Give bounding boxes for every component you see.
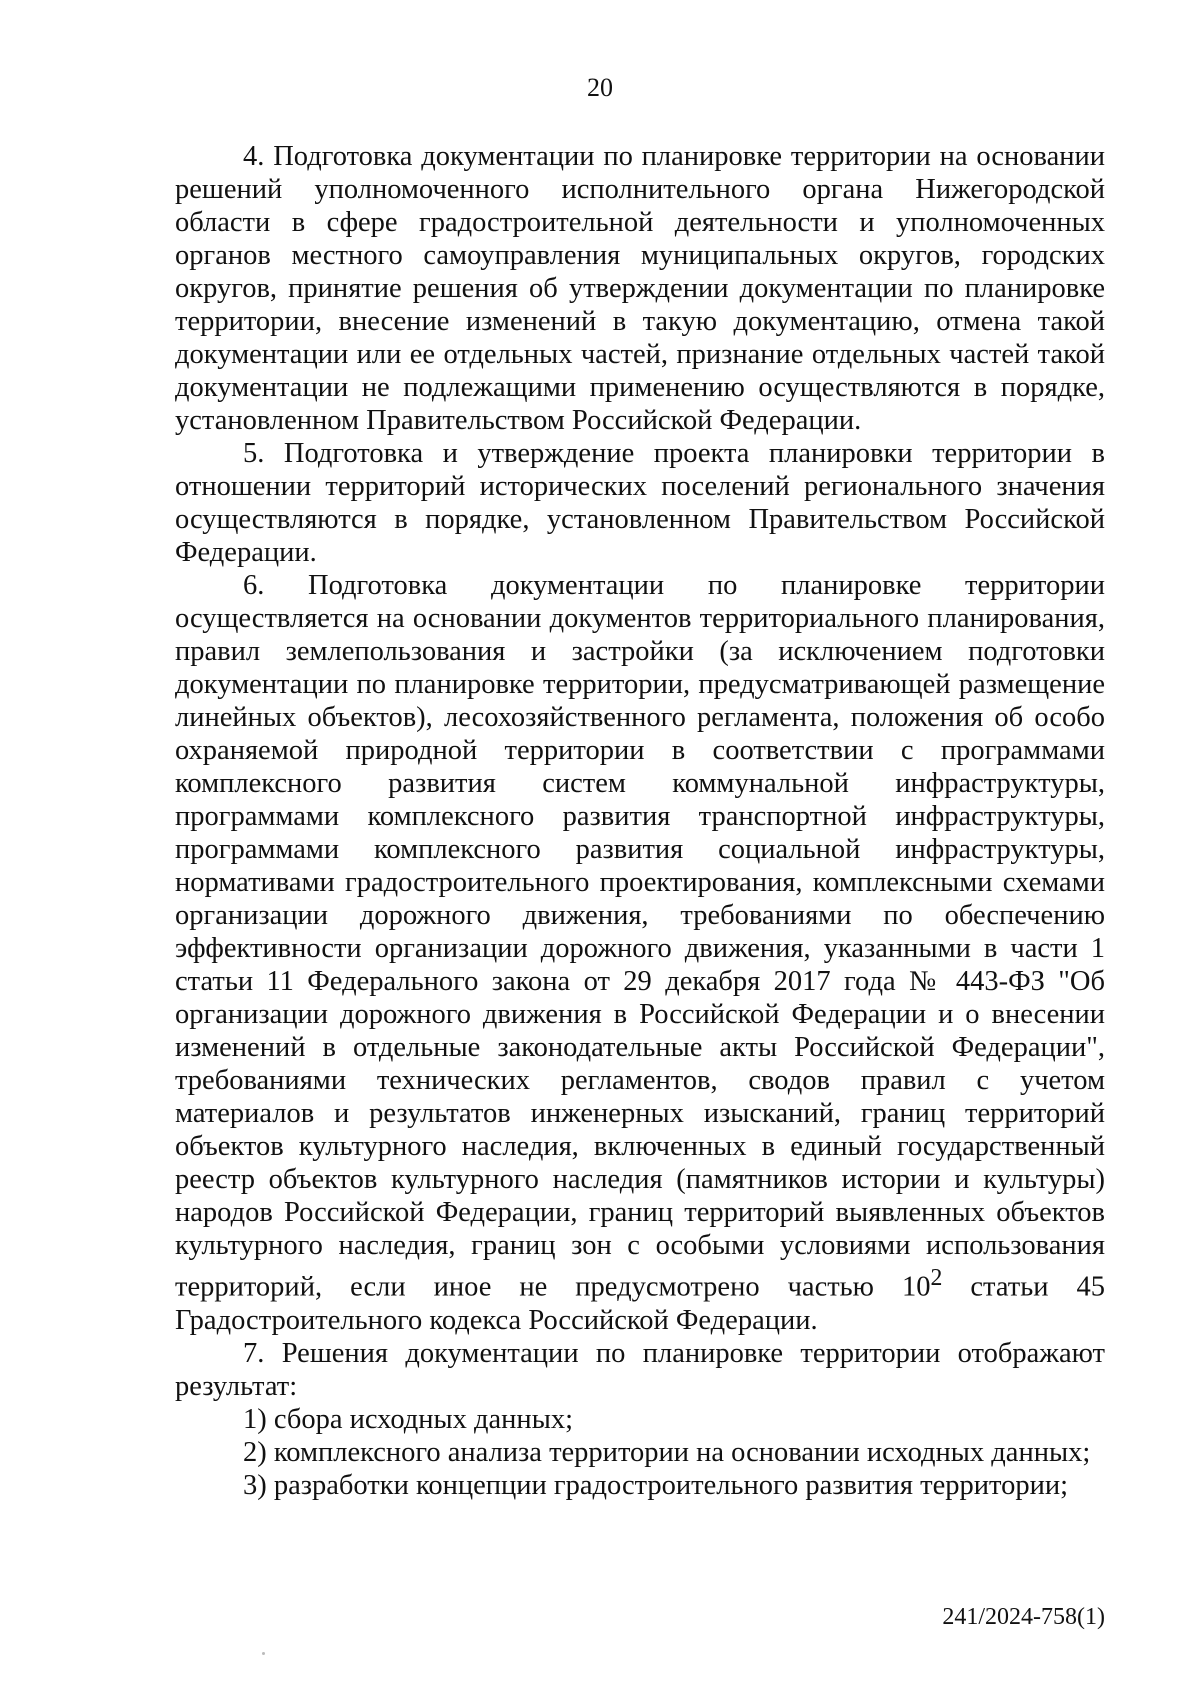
list-item: 1) сбора исходных данных; [243, 1403, 574, 1435]
paragraph-4: 4. Подготовка документации по планировке территории на основании решений уполномоченного исполнительного органа Нижегородской области в сфере градостроительной деятельности и уполномоченных органов местного самоуправления муниципальных округов, городских округов, принятие решения об утверждении документации по планировке территории, внесение изменений в такую документацию, отмена такой документации или ее отдельных частей, признание отдельных частей такой документации не подлежащими применению осуществляются в порядке, установленном Правительством Российской Федерации. [175, 141, 1105, 436]
scan-artifact [262, 1652, 265, 1655]
superscript-2: 2 [930, 1265, 943, 1291]
document-body [175, 140, 1105, 1502]
document-id: 241/2024-758(1) [942, 1604, 1105, 1630]
paragraph-6-text-end: статьи 45 Градостроительного кодекса Российской Федерации. [175, 1271, 1105, 1336]
list-item: 3) разработки концепции градостроительного развития территории; [243, 1469, 1069, 1501]
page-number: 20 [587, 73, 613, 102]
paragraph-6 [175, 569, 1105, 1337]
paragraph-5: 5. Подготовка и утверждение проекта планировки территории в отношении территорий исторических поселений регионального значения осуществляются в порядке, установленном Правительством Российской Федерации. [175, 438, 1105, 568]
paragraph-7: 7. Решения документации по планировке территории отображают результат: [175, 1337, 1105, 1402]
paragraph-6-text: 6. Подготовка документации по планировке территории осуществляется на основании документов территориального планирования, правил землепользования и застройки (за исключением подготовки документации по планировке территории, предусматривающей размещение линейных объектов), лесохозяйственного регламента, положения об особо охраняемой природной территории в соответствии с программами комплексного развития систем коммунальной инфраструктуры, программами комплексного развития транспортной инфраструктуры, программами комплексного развития социальной инфраструктуры, нормативами градостроительного проектирования, комплексными схемами организации дорожного движения, требованиями по обеспечению эффективности организации дорожного движения, указанными в части 1 статьи 11 Федерального закона от 29 декабря 2017 года № 443-ФЗ "Об организации дорожного движения в Российской Федерации и о внесении изменений в отдельные законодательные акты Российской Федерации", требованиями технических регламентов, сводов правил с учетом материалов и результатов инженерных изысканий, границ территорий объектов культурного наследия, включенных в единый государственный реестр объектов культурного наследия (памятников истории и культуры) народов Российской Федерации, границ территорий выявленных объектов культурного наследия, границ зон с особыми условиями использования территорий, если иное не предусмотрено частью 10 [175, 570, 1105, 1303]
list-item: 2) комплексного анализа территории на основании исходных данных; [243, 1436, 1091, 1468]
